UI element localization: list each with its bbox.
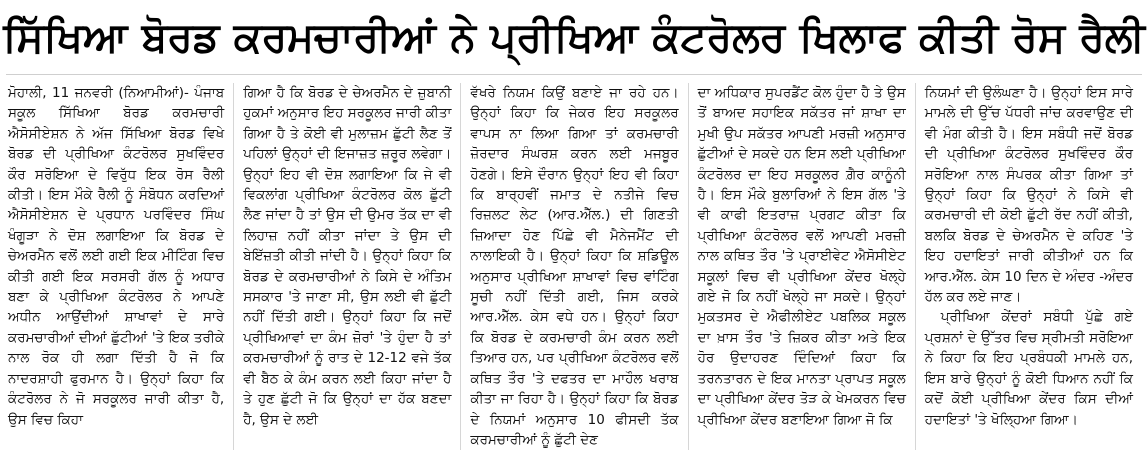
article-column-4 <box>688 83 915 450</box>
paragraph: ਗਿਆ ਹੈ ਕਿ ਬੋਰਡ ਦੇ ਚੇਅਰਮੈਨ ਦੇ ਜ਼ੁਬਾਨੀ ਹੁਕਮਾਂ ਅਨੁਸਾਰ ਇਹ ਸਰਕੂਲਰ ਜਾਰੀ ਕੀਤਾ ਗਿਆ ਹੈ ਤੇ ਕੋਈ ਵੀ ਮੁਲਾਜ਼ਮ ਛੁੱਟੀ ਲੈਣ ਤੋਂ ਪਹਿਲਾਂ ਉਨ੍ਹਾਂ ਦੀ ਇਜਾਜ਼ਤ ਜ਼ਰੂਰ ਲਵੇਗਾ। ਉਨ੍ਹਾਂ ਇਹ ਵੀ ਦੋਸ਼ ਲਗਾਇਆ ਕਿ ਜੇ ਵੀ ਵਿਕਲਾਂਗ ਪ੍ਰੀਖਿਆ ਕੰਟਰੋਲਰ ਕੋਲ ਛੁੱਟੀ ਲੈਣ ਜਾਂਦਾ ਹੈ ਤਾਂ ਉਸ ਦੀ ਉਮਰ ਤੱਕ ਦਾ ਵੀ ਲਿਹਾਜ਼ ਨਹੀਂ ਕੀਤਾ ਜਾਂਦਾ ਤੇ ਉਸ ਦੀ ਬੇਇੱਜ਼ਤੀ ਕੀਤੀ ਜਾਂਦੀ ਹੈ। ਉਨ੍ਹਾਂ ਕਿਹਾ ਕਿ ਬੋਰਡ ਦੇ ਕਰਮਚਾਰੀਆਂ ਨੇ ਕਿਸੇ ਦੇ ਅੰਤਿਮ ਸਸਕਾਰ 'ਤੇ ਜਾਣਾ ਸੀ, ਉਸ ਲਈ ਵੀ ਛੁੱਟੀ ਨਹੀਂ ਦਿੱਤੀ ਗਈ। ਉਨ੍ਹਾਂ ਕਿਹਾ ਕਿ ਜਦੋਂ ਪ੍ਰੀਖਿਆਵਾਂ ਦਾ ਕੰਮ ਜ਼ੋਰਾਂ 'ਤੇ ਹੁੰਦਾ ਹੈ ਤਾਂ ਕਰਮਚਾਰੀਆਂ ਨੂੰ ਰਾਤ ਦੇ 12-12 ਵਜੇ ਤੱਕ ਵੀ ਬੈਠ ਕੇ ਕੰਮ ਕਰਨ ਲਈ ਕਿਹਾ ਜਾਂਦਾ ਹੈ ਤੇ ਹੁਣ ਛੁੱਟੀ ਜੋ ਕਿ ਉਨ੍ਹਾਂ ਦਾ ਹੱਕ ਬਣਦਾ ਹੈ, ਉਸ ਦੇ ਲਈ <box>243 85 452 428</box>
paragraph: ਮੋਹਾਲੀ, 11 ਜਨਵਰੀ (ਨਿਆਮੀਆਂ)- ਪੰਜਾਬ ਸਕੂਲ ਸਿੱਖਿਆ ਬੋਰਡ ਕਰਮਚਾਰੀ ਐਸੋਸੀਏਸ਼ਨ ਨੇ ਅੱਜ ਸਿੱਖਿਆ ਬੋਰਡ ਵਿਖੇ ਬੋਰਡ ਦੀ ਪ੍ਰੀਖਿਆ ਕੰਟਰੋਲਰ ਸੁਖਵਿੰਦਰ ਕੌਰ ਸਰੋਇਆ ਦੇ ਵਿਰੁੱਧ ਇਕ ਰੋਸ ਰੈਲੀ ਕੀਤੀ। ਇਸ ਮੌਕੇ ਰੈਲੀ ਨੂੰ ਸੰਬੋਧਨ ਕਰਦਿਆਂ ਐਸੋਸੀਏਸ਼ਨ ਦੇ ਪ੍ਰਧਾਨ ਪਰਵਿੰਦਰ ਸਿੰਘ ਖੰਗੂੜਾ ਨੇ ਦੋਸ਼ ਲਗਾਇਆ ਕਿ ਬੋਰਡ ਦੇ ਚੇਅਰਮੈਨ ਵਲੋਂ ਲਈ ਗਈ ਇਕ ਮੀਟਿੰਗ ਵਿਚ ਕੀਤੀ ਗਈ ਇਕ ਸਰਸਰੀ ਗੱਲ ਨੂੰ ਅਧਾਰ ਬਣਾ ਕੇ ਪ੍ਰੀਖਿਆ ਕੰਟਰੋਲਰ ਨੇ ਆਪਣੇ ਅਧੀਨ ਆਉਂਦੀਆਂ ਸ਼ਾਖਾਵਾਂ ਦੇ ਸਾਰੇ ਕਰਮਚਾਰੀਆਂ ਦੀਆਂ ਛੁੱਟੀਆਂ 'ਤੇ ਇਕ ਤਰੀਕੇ ਨਾਲ ਰੋਕ ਹੀ ਲਗਾ ਦਿੱਤੀ ਹੈ ਜੋ ਕਿ ਨਾਦਰਸ਼ਾਹੀ ਫੁਰਮਾਨ ਹੈ। ਉਨ੍ਹਾਂ ਕਿਹਾ ਕਿ ਕੰਟਰੋਲਰ ਨੇ ਜੋ ਸਰਕੂਲਰ ਜਾਰੀ ਕੀਤਾ ਹੈ, ਉਸ ਵਿਚ ਕਿਹਾ <box>8 85 225 428</box>
paragraph: ਪ੍ਰੀਖਿਆ ਕੇਂਦਰਾਂ ਸਬੰਧੀ ਪੁੱਛੇ ਗਏ ਪ੍ਰਸ਼ਨਾਂ ਦੇ ਉੱਤਰ ਵਿਚ ਸ੍ਰੀਮਤੀ ਸਰੋਇਆ ਨੇ ਕਿਹਾ ਕਿ ਇਹ ਪ੍ਰਬੰਧਕੀ ਮਾਮਲੇ ਹਨ, ਇਸ ਬਾਰੇ ਉਨ੍ਹਾਂ ਨੂੰ ਕੋਈ ਧਿਆਨ ਨਹੀਂ ਕਿ ਕਦੋਂ ਕੋਈ ਪ੍ਰੀਖਿਆ ਕੇਂਦਰ ਕਿਸ ਦੀਆਂ ਹਦਾਇਤਾਂ 'ਤੇ ਖੋਲ੍ਹਿਆ ਗਿਆ। <box>924 309 1133 428</box>
article-column-1 <box>6 83 233 450</box>
paragraph: ਦਾ ਅਧਿਕਾਰ ਸੁਪਰਡੈਂਟ ਕੋਲ ਹੁੰਦਾ ਹੈ ਤੇ ਉਸ ਤੋਂ ਬਾਅਦ ਸਹਾਇਕ ਸਕੱਤਰ ਜਾਂ ਸ਼ਾਖਾ ਦਾ ਮੁਖੀ ਉਪ ਸਕੱਤਰ ਆਪਣੀ ਮਰਜ਼ੀ ਅਨੁਸਾਰ ਛੁੱਟੀਆਂ ਦੇ ਸਕਦੇ ਹਨ ਇਸ ਲਈ ਪ੍ਰੀਖਿਆ ਕੰਟਰੋਲਰ ਦਾ ਇਹ ਸਰਕੂਲਰ ਗ਼ੈਰ ਕਾਨੂੰਨੀ ਹੈ। ਇਸ ਮੌਕੇ ਬੁਲਾਰਿਆਂ ਨੇ ਇਸ ਗੱਲ 'ਤੇ ਵੀ ਕਾਫੀ ਇਤਰਾਜ਼ ਪ੍ਰਗਟ ਕੀਤਾ ਕਿ ਪ੍ਰੀਖਿਆ ਕੰਟਰੋਲਰ ਵਲੋਂ ਆਪਣੀ ਮਰਜ਼ੀ ਨਾਲ ਕਥਿਤ ਤੌਰ 'ਤੇ ਪ੍ਰਾਈਵੇਟ ਐਸੋਸੀਏਟ ਸਕੂਲਾਂ ਵਿਚ ਵੀ ਪ੍ਰੀਖਿਆ ਕੇਂਦਰ ਖੋਲ੍ਹੇ ਗਏ ਜੋ ਕਿ ਨਹੀਂ ਖੋਲ੍ਹੇ ਜਾ ਸਕਦੇ। ਉਨ੍ਹਾਂ ਮੁਕਤਸਰ ਦੇ ਐਫੀਲੀਏਟ ਪਬਲਿਕ ਸਕੂਲ ਦਾ ਖ਼ਾਸ ਤੌਰ 'ਤੇ ਜ਼ਿਕਰ ਕੀਤਾ ਅਤੇ ਇਕ ਹੋਰ ਉਦਾਹਰਣ ਦਿੰਦਿਆਂ ਕਿਹਾ ਕਿ ਤਰਨਤਾਰਨ ਦੇ ਇਕ ਮਾਨਤਾ ਪ੍ਰਾਪਤ ਸਕੂਲ ਦਾ ਪ੍ਰੀਖਿਆ ਕੇਂਦਰ ਤੋੜ ਕੇ ਖੇਮਕਰਨ ਵਿਚ ਪ੍ਰੀਖਿਆ ਕੇਂਦਰ ਬਣਾਇਆ ਗਿਆ ਜੋ ਕਿ <box>697 85 906 428</box>
paragraph: ਵੱਖਰੇ ਨਿਯਮ ਕਿਉਂ ਬਣਾਏ ਜਾ ਰਹੇ ਹਨ। ਉਨ੍ਹਾਂ ਕਿਹਾ ਕਿ ਜੇਕਰ ਇਹ ਸਰਕੂਲਰ ਵਾਪਸ ਨਾ ਲਿਆ ਗਿਆ ਤਾਂ ਕਰਮਚਾਰੀ ਜ਼ੋਰਦਾਰ ਸੰਘਰਸ਼ ਕਰਨ ਲਈ ਮਜਬੂਰ ਹੋਣਗੇ। ਇਸੇ ਦੌਰਾਨ ਉਨ੍ਹਾਂ ਇਹ ਵੀ ਕਿਹਾ ਕਿ ਬਾਰ੍ਹਵੀਂ ਜਮਾਤ ਦੇ ਨਤੀਜੇ ਵਿਚ ਰਿਜ਼ਲਟ ਲੇਟ (ਆਰ.ਐੱਲ.) ਦੀ ਗਿਣਤੀ ਜ਼ਿਆਦਾ ਹੋਣ ਪਿੱਛੇ ਵੀ ਮੈਨੇਜਮੈਂਟ ਦੀ ਨਾਲਾਇਕੀ ਹੈ। ਉਨ੍ਹਾਂ ਕਿਹਾ ਕਿ ਸ਼ਡਿਊਲ ਅਨੁਸਾਰ ਪ੍ਰੀਖਿਆ ਸ਼ਾਖਾਵਾਂ ਵਿਚ ਵਾਂਟਿੰਗ ਸੂਚੀ ਨਹੀਂ ਦਿੱਤੀ ਗਈ, ਜਿਸ ਕਰਕੇ ਆਰ.ਐੱਲ. ਕੇਸ ਵਧੇ ਹਨ। ਉਨ੍ਹਾਂ ਕਿਹਾ ਕਿ ਬੋਰਡ ਦੇ ਕਰਮਚਾਰੀ ਕੰਮ ਕਰਨ ਲਈ ਤਿਆਰ ਹਨ, ਪਰ ਪ੍ਰੀਖਿਆ ਕੰਟਰੋਲਰ ਵਲੋਂ ਕਥਿਤ ਤੌਰ 'ਤੇ ਦਫਤਰ ਦਾ ਮਾਹੌਲ ਖਰਾਬ ਕੀਤਾ ਜਾ ਰਿਹਾ ਹੈ। ਉਨ੍ਹਾਂ ਕਿਹਾ ਕਿ ਬੋਰਡ ਦੇ ਨਿਯਮਾਂ ਅਨੁਸਾਰ 10 ਫੀਸਦੀ ਤੱਕ ਕਰਮਚਾਰੀਆਂ ਨੂੰ ਛੁੱਟੀ ਦੇਣ <box>470 85 679 448</box>
article-column-2 <box>233 83 460 450</box>
article-body <box>6 83 1142 448</box>
headline: ਸਿੱਖਿਆ ਬੋਰਡ ਕਰਮਚਾਰੀਆਂ ਨੇ ਪ੍ਰੀਖਿਆ ਕੰਟਰੋਲਰ ਖਿਲਾਫ ਕੀਤੀ ਰੋਸ ਰੈਲੀ <box>6 0 1142 75</box>
paragraph: ਨਿਯਮਾਂ ਦੀ ਉਲੰਘਣਾ ਹੈ। ਉਨ੍ਹਾਂ ਇਸ ਸਾਰੇ ਮਾਮਲੇ ਦੀ ਉੱਚ ਪੱਧਰੀ ਜਾਂਚ ਕਰਵਾਉਣ ਦੀ ਵੀ ਮੰਗ ਕੀਤੀ ਹੈ। ਇਸ ਸਬੰਧੀ ਜਦੋਂ ਬੋਰਡ ਦੀ ਪ੍ਰੀਖਿਆ ਕੰਟਰੋਲਰ ਸੁਖਵਿੰਦਰ ਕੌਰ ਸਰੋਇਆ ਨਾਲ ਸੰਪਰਕ ਕੀਤਾ ਗਿਆ ਤਾਂ ਉਨ੍ਹਾਂ ਕਿਹਾ ਕਿ ਉਨ੍ਹਾਂ ਨੇ ਕਿਸੇ ਵੀ ਕਰਮਚਾਰੀ ਦੀ ਕੋਈ ਛੁੱਟੀ ਰੱਦ ਨਹੀਂ ਕੀਤੀ, ਬਲਕਿ ਬੋਰਡ ਦੇ ਚੇਅਰਮੈਨ ਦੇ ਕਹਿਣ 'ਤੇ ਇਹ ਹਦਾਇਤਾਂ ਜਾਰੀ ਕੀਤੀਆਂ ਹਨ ਕਿ ਆਰ.ਐੱਲ. ਕੇਸ 10 ਦਿਨ ਦੇ ਅੰਦਰ -ਅੰਦਰ ਹੱਲ ਕਰ ਲਏ ਜਾਣ। <box>924 85 1133 306</box>
article-column-3 <box>460 83 687 450</box>
article-column-5 <box>915 83 1142 450</box>
